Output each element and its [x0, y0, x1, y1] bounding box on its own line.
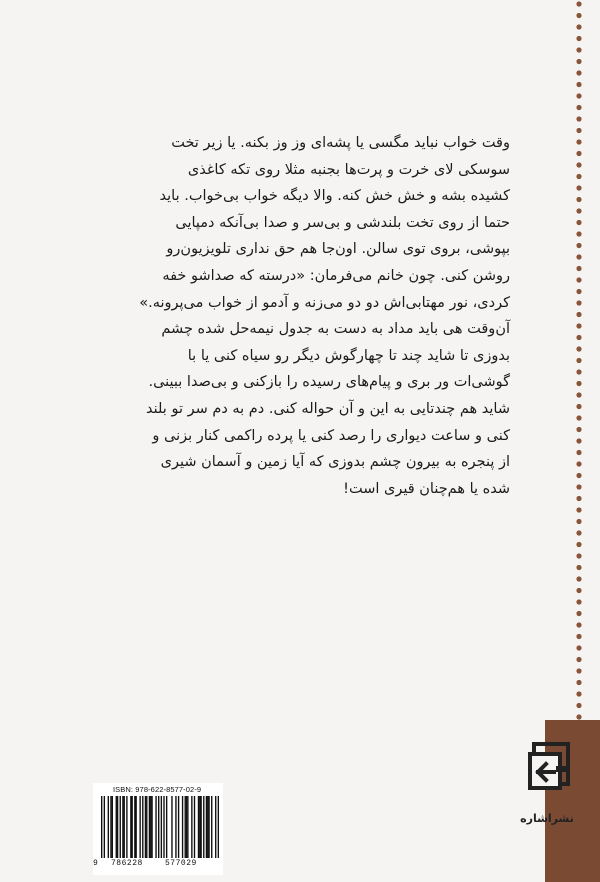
border-dot — [576, 461, 581, 466]
border-dot — [576, 47, 581, 52]
border-dot — [576, 70, 581, 75]
border-dot — [576, 496, 581, 501]
border-dot — [576, 13, 581, 18]
border-dot — [576, 392, 581, 397]
border-dot — [576, 266, 581, 271]
barcode-bar — [166, 796, 167, 858]
barcode-bar — [186, 796, 187, 858]
barcode-bar — [207, 796, 208, 858]
barcode-bar — [101, 796, 102, 858]
barcode-bar — [139, 796, 140, 858]
border-dot — [576, 197, 581, 202]
barcode-bar — [150, 796, 151, 858]
barcode-bar — [145, 796, 146, 858]
barcode-bar — [163, 796, 164, 858]
text-line: بپوشی، بروی توی سالن. اون‌جا هم حق نداری تلویزیون‌رو — [166, 241, 510, 258]
publisher-name: نشراشاره — [520, 812, 574, 825]
border-dot — [576, 530, 581, 535]
barcode-bar — [146, 796, 147, 858]
border-dot — [576, 300, 581, 305]
barcode-bar — [203, 796, 204, 858]
text-line: از پنجره به بیرون چشم بدوزی که آیا زمین و آسمان شیری — [160, 454, 510, 471]
barcode-bar — [117, 796, 118, 858]
border-dot — [576, 599, 581, 604]
border-dot — [576, 645, 581, 650]
border-dot — [576, 128, 581, 133]
border-dot — [576, 162, 581, 167]
border-dot — [576, 323, 581, 328]
border-dot — [576, 335, 581, 340]
border-dot — [576, 703, 581, 708]
border-dot — [576, 519, 581, 524]
barcode-bar — [158, 796, 159, 858]
border-dot — [576, 588, 581, 593]
barcode-bar — [161, 796, 162, 858]
text-line: روشن کنی. چون خانم می‌فرمان: «درسته که صداشو خفه — [162, 267, 510, 284]
border-dot — [576, 611, 581, 616]
barcode-bar — [182, 796, 183, 858]
barcode-bar — [185, 796, 186, 858]
border-dot — [576, 243, 581, 248]
text-line: بدوزی تا شاید چند تا چهارگوش دیگر رو سیاه کنی یا با — [187, 347, 510, 364]
barcode-bar — [108, 796, 109, 858]
barcode-bar — [110, 796, 111, 858]
border-dot — [576, 358, 581, 363]
border-dot — [576, 93, 581, 98]
border-dot — [576, 116, 581, 121]
barcode-bar — [151, 796, 152, 858]
text-line: حتما از روی تخت بلندشی و بی‌سر و صدا بی‌آنکه دمپایی — [175, 214, 510, 231]
barcode-digit-prefix: 9 — [93, 859, 98, 868]
barcode-bars — [101, 796, 219, 858]
border-dot — [576, 473, 581, 478]
border-dot — [576, 438, 581, 443]
border-dot — [576, 680, 581, 685]
border-dot — [576, 174, 581, 179]
border-dot — [576, 231, 581, 236]
border-dot — [576, 714, 581, 719]
barcode-bar — [149, 796, 150, 858]
text-line: شده یا هم‌چنان قیری است! — [343, 480, 510, 497]
border-dot — [576, 82, 581, 87]
border-dot — [576, 220, 581, 225]
border-dot — [576, 369, 581, 374]
border-dot — [576, 542, 581, 547]
border-dot — [576, 289, 581, 294]
border-dot — [576, 381, 581, 386]
border-dot — [576, 139, 581, 144]
barcode-bar — [104, 796, 105, 858]
border-dot — [576, 24, 581, 29]
border-dot — [576, 312, 581, 317]
barcode-bar — [135, 796, 136, 858]
barcode-bar — [142, 796, 143, 858]
border-dot — [576, 415, 581, 420]
border-dot — [576, 565, 581, 570]
border-dot — [576, 484, 581, 489]
border-dot — [576, 208, 581, 213]
border-dot — [576, 185, 581, 190]
barcode-bar — [126, 796, 127, 858]
barcode-bar — [178, 796, 179, 858]
border-dot — [576, 59, 581, 64]
border-dot — [576, 36, 581, 41]
text-line: وقت خواب نباید مگسی یا پشه‌ای وز وز بکنه. یا زیر تخت — [171, 135, 510, 151]
barcode-digits-right: 577029 — [165, 859, 197, 868]
barcode-bar — [131, 796, 132, 858]
back-cover-text — [95, 130, 510, 502]
border-dot — [576, 105, 581, 110]
border-dot — [576, 634, 581, 639]
barcode-bar — [194, 796, 195, 858]
barcode-digits-left: 786228 — [111, 859, 143, 868]
isbn-barcode — [93, 783, 223, 875]
border-dot — [576, 404, 581, 409]
barcode-bar — [200, 796, 201, 858]
border-dot — [576, 277, 581, 282]
barcode-bar — [124, 796, 125, 858]
barcode-bar — [134, 796, 135, 858]
text-line: سوسکی لای خرت و پرت‌ها بجنبه مثلا روی تکه کاغذی — [187, 161, 510, 178]
text-line: کنی و ساعت دیواری را رصد کنی یا پرده راکمی کنار بزنی و — [152, 427, 510, 444]
barcode-bar — [122, 796, 123, 858]
barcode-bar — [171, 796, 172, 858]
border-dot — [576, 668, 581, 673]
border-dot — [576, 691, 581, 696]
isbn-label: ISBN: 978-622-8577-02-9 — [113, 785, 202, 794]
text-line: کردی، نور مهتابی‌اش دو دو می‌زنه و آدمو از خواب می‌پرونه.» — [139, 294, 510, 311]
text-line: شاید هم چندتایی به این و آن حواله کنی. دم به دم سر تو بلند — [146, 400, 510, 417]
barcode-bar — [199, 796, 200, 858]
barcode-bar — [116, 796, 117, 858]
border-dot — [576, 507, 581, 512]
border-dot — [576, 254, 581, 259]
barcode-bar — [130, 796, 131, 858]
barcode-bar — [191, 796, 192, 858]
barcode-bar — [198, 796, 199, 858]
barcode-bar — [187, 796, 188, 858]
border-dot — [576, 151, 581, 156]
barcode-bar — [215, 796, 216, 858]
border-dot — [576, 346, 581, 351]
text-line: گوشی‌ات ور بری و پیام‌های رسیده را بازکنی و بی‌صدا ببینی. — [148, 374, 510, 391]
barcode-bar — [112, 796, 113, 858]
barcode-bar — [206, 796, 207, 858]
border-dot — [576, 1, 581, 6]
barcode-bar — [208, 796, 209, 858]
border-dot — [576, 622, 581, 627]
border-dot — [576, 427, 581, 432]
text-line: کشیده بشه و خش خش کنه. والا دیگه خواب بی‌خواب. باید — [159, 188, 510, 205]
barcode-bar — [120, 796, 121, 858]
barcode-bar — [218, 796, 219, 858]
border-dot — [576, 657, 581, 662]
border-dot — [576, 450, 581, 455]
text-line: آن‌وقت هی باید مداد به دست به جدول نیمه‌حل شده چشم — [161, 321, 510, 338]
barcode-bar — [155, 796, 156, 858]
barcode-bar — [175, 796, 176, 858]
border-dot — [576, 576, 581, 581]
barcode-bar — [211, 796, 212, 858]
border-dot — [576, 553, 581, 558]
